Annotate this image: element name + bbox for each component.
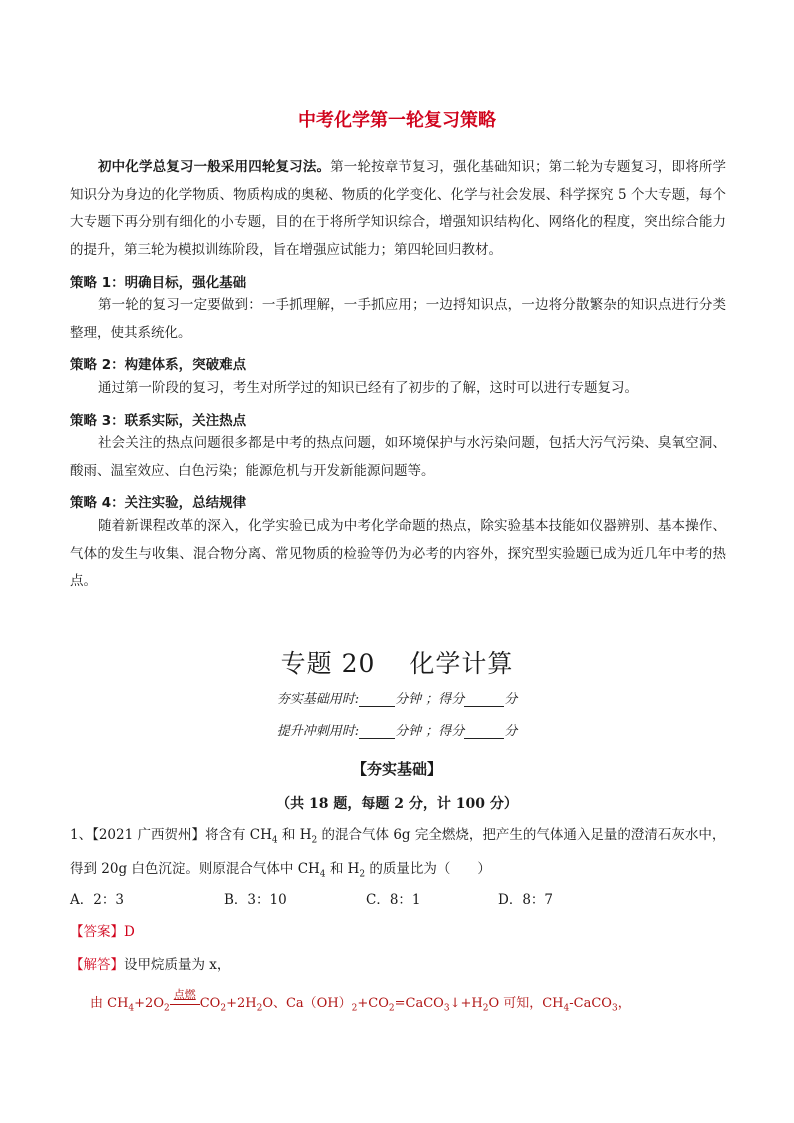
- intro-paragraph: [70, 154, 726, 264]
- strategy-2-heading: 策略 2：构建体系，突破难点: [70, 357, 247, 373]
- strategy-1-text: 第一轮的复习一定要做到：一手抓理解，一手抓应用；一边捋知识点，一边将分散繁杂的知识点进行分类整理，使其系统化。: [70, 297, 726, 341]
- chapter-name: 化学计算: [409, 649, 514, 678]
- answer-tag: 【答案】: [70, 924, 124, 940]
- section-note: （共 18 题，每题 2 分，计 100 分）: [276, 796, 518, 812]
- subscript: 4: [319, 869, 326, 880]
- subscript: 3: [611, 1003, 618, 1014]
- option-a[interactable]: A．2：3: [70, 892, 124, 908]
- solution-intro: [70, 953, 230, 973]
- eq-part: O、Ca（OH）: [262, 996, 352, 1011]
- eq-part: 由 CH: [90, 996, 129, 1011]
- subscript: 4: [271, 835, 278, 846]
- subscript: 4: [128, 1003, 135, 1014]
- intro-text: 第一轮按章节复习，强化基础知识；第二轮为专题复习，即将所学知识分为身边的化学物质、物质构成的奥秘、物质的化学变化、化学与社会发展、科学探究 5 个大专题，每个大专题下再分别有细化的小专题，目的在于将所学知识综合，增强知识结构化、网络化的程度，突出综合能力的提升，第三轮为模拟训练阶段，旨在增强应试能力；第四轮回归教材。: [70, 159, 727, 258]
- timer-basic-unit: 分钟 ；得分: [395, 692, 465, 707]
- solution-equation: [90, 988, 631, 1014]
- strategy-2-text: 通过第一阶段的复习，考生对所学过的知识已经有了初步的了解，这时可以进行专题复习。: [98, 380, 638, 396]
- strategy-4-text: 随着新课程改革的深入，化学实验已成为中考化学命题的热点，除实验基本技能如仪器辨别、基本操作、气体的发生与收集、混合物分离、常见物质的检验等仍为必考的内容外，探究型实验题已成为近几年中考的热点。: [70, 518, 726, 589]
- option-b[interactable]: B．3：10: [224, 892, 287, 908]
- question-text: 的混合气体 6g 完全燃烧，把产生的气体通入足量的澄清石灰水中，得到 20g 白色沉淀。则原混合气体中 CH: [70, 827, 726, 877]
- intro-lead: 初中化学总复习一般采用四轮复习法。: [98, 159, 331, 175]
- timer-advanced: [0, 720, 794, 739]
- subscript: 2: [388, 1003, 395, 1014]
- reaction-arrow: [170, 1003, 200, 1005]
- eq-part: ，: [617, 996, 631, 1011]
- subscript: 4: [563, 1003, 570, 1014]
- reaction-condition: [170, 988, 200, 1011]
- answer-value: D: [124, 924, 135, 940]
- subscript: 2: [256, 1003, 263, 1014]
- question-1: [70, 821, 730, 888]
- subscript: 2: [220, 1003, 227, 1014]
- eq-part: O 可知，CH: [488, 996, 564, 1011]
- timer-advanced-score-unit: 分: [504, 724, 518, 739]
- eq-part: +2H: [226, 996, 257, 1011]
- subscript: 2: [311, 835, 318, 846]
- option-d[interactable]: D．8：7: [498, 892, 554, 908]
- subscript: 2: [351, 1003, 358, 1014]
- subscript: 2: [163, 1003, 170, 1014]
- question-text: 将含有 CH: [205, 827, 272, 843]
- chapter-title: [0, 644, 794, 680]
- timer-basic: [0, 688, 794, 707]
- subscript: 3: [443, 1003, 450, 1014]
- subscript: 2: [482, 1003, 489, 1014]
- timer-basic-label: 夯实基础用时:: [276, 692, 360, 707]
- eq-part: ↓+H: [449, 996, 483, 1011]
- question-text: 的质量比为（ ）: [365, 860, 491, 877]
- answer-line: [70, 920, 135, 940]
- chapter-prefix: 专题: [280, 649, 333, 678]
- score-blank[interactable]: [464, 692, 504, 707]
- score-blank[interactable]: [464, 724, 504, 739]
- solution-text: 设甲烷质量为 x，: [124, 957, 231, 973]
- eq-part: CO: [199, 996, 221, 1011]
- document-title: 中考化学第一轮复习策略: [298, 110, 496, 131]
- time-blank[interactable]: [359, 724, 395, 739]
- question-number: 1、: [70, 827, 93, 843]
- timer-advanced-label: 提升冲刺用时:: [276, 724, 360, 739]
- chapter-number: 20: [341, 649, 376, 678]
- strategy-3-heading: 策略 3：联系实际，关注热点: [70, 413, 247, 429]
- strategy-1-heading: 策略 1：明确目标，强化基础: [70, 275, 247, 291]
- question-text: 和 H: [325, 860, 360, 877]
- question-source: 【2021 广西贺州】: [92, 827, 205, 843]
- eq-part: +2O: [134, 996, 164, 1011]
- option-c[interactable]: C．8：1: [366, 892, 421, 908]
- timer-basic-score-unit: 分: [504, 692, 518, 707]
- timer-advanced-unit: 分钟 ；得分: [395, 724, 465, 739]
- strategy-4-heading: 策略 4：关注实验，总结规律: [70, 495, 247, 511]
- time-blank[interactable]: [359, 692, 395, 707]
- subscript: 2: [359, 869, 366, 880]
- condition-label: 点燃: [173, 988, 196, 1001]
- eq-part: =CaCO: [394, 996, 444, 1011]
- section-label: 【夯实基础】: [351, 760, 442, 778]
- question-text: 和 H: [277, 827, 312, 843]
- eq-part: -CaCO: [569, 996, 612, 1011]
- solution-tag: 【解答】: [70, 957, 124, 973]
- eq-part: +CO: [357, 996, 389, 1011]
- strategy-3-text: 社会关注的热点问题很多都是中考的热点问题，如环境保护与水污染问题，包括大污气污染、臭氧空洞、酸雨、温室效应、白色污染；能源危机与开发新能源问题等。: [70, 435, 726, 479]
